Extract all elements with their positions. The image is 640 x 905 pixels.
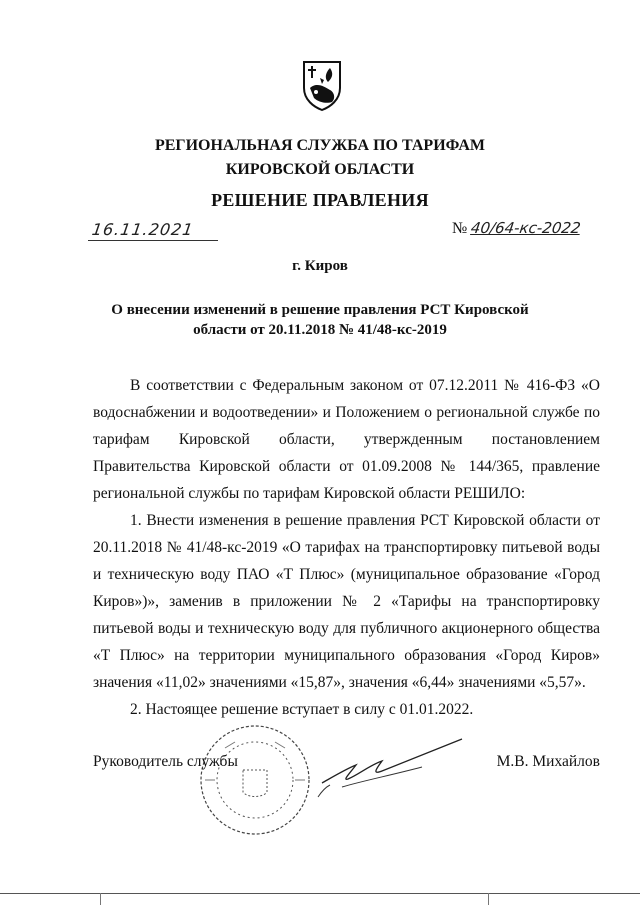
- signatory-role: Руководитель службы: [93, 753, 238, 770]
- body-paragraph-item-1: 1. Внести изменения в решение правления РСТ Кировской области от 20.11.2018 № 41/48-кс-2019 «О тарифах на транспортировку питьевой воды и техническую воду ПАО «Т Плюс» (муниципальное образование «Город Киров»)», заменив в приложении № 2 «Тарифы на транспортировку питьевой воды и техническую воду для публичного акционерного общества «Т Плюс» на территории муниципального образования «Город Киров» значения «11,02» значениями «15,87», значения «6,44» значениями «5,57».: [93, 512, 600, 691]
- bottom-tick-right: [488, 893, 489, 905]
- organization-line-2: КИРОВСКОЙ ОБЛАСТИ: [225, 161, 415, 178]
- document-type: РЕШЕНИЕ ПРАВЛЕНИЯ: [211, 190, 429, 210]
- document-number: [452, 219, 602, 238]
- date-underline: [88, 240, 218, 241]
- subject-line-2: области от 20.11.2018 № 41/48-кс-2019: [193, 322, 447, 338]
- organization-line-1: РЕГИОНАЛЬНАЯ СЛУЖБА ПО ТАРИФАМ: [154, 137, 486, 154]
- body-paragraph-item-2: 2. Настоящее решение вступает в силу с 01.01.2022.: [130, 701, 474, 718]
- coat-of-arms-icon: [300, 58, 344, 117]
- document-body: [93, 372, 600, 723]
- document-date: 16.11.2021: [90, 220, 195, 239]
- signatory-name: М.В. Михайлов: [496, 753, 600, 770]
- round-stamp-icon: [185, 718, 325, 843]
- subject-line-1: О внесении изменений в решение правления РСТ Кировской: [111, 302, 529, 318]
- organization-name: [0, 134, 640, 182]
- handwritten-signature-icon: [312, 735, 472, 810]
- document-subject: [0, 300, 640, 340]
- number-sign: №: [452, 220, 468, 237]
- body-paragraph-preamble: В соответствии с Федеральным законом от 07.12.2011 № 416-ФЗ «О водоснабжении и водоотведении» и Положением о региональной службе по тарифам Кировской области, утвержденным постановлением Правительства Кировской области от 01.09.2008 № 144/365, правление региональной службы по тарифам Кировской области РЕШИЛО:: [93, 377, 600, 502]
- bottom-tick-left: [100, 893, 101, 905]
- number-value: 40/64-кс-2022: [470, 219, 583, 237]
- page-bottom-rule: [0, 893, 640, 894]
- city: г. Киров: [292, 258, 348, 274]
